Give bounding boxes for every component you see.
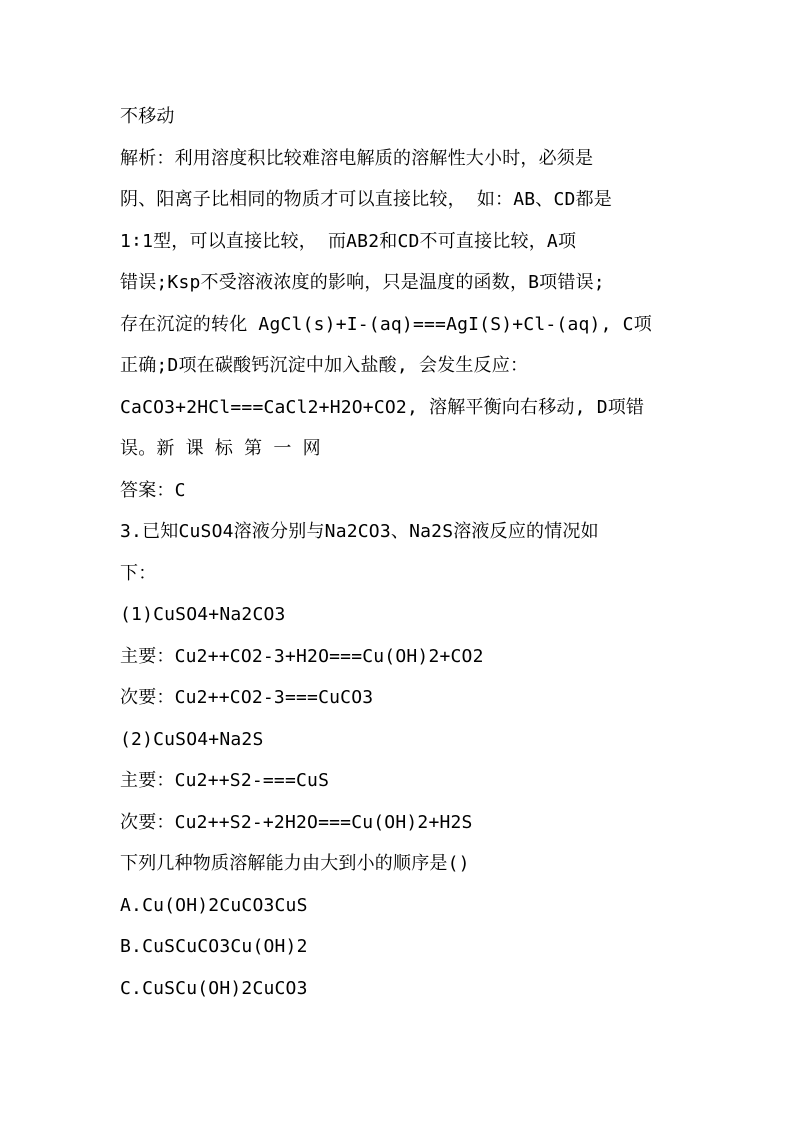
reaction-1-main: 主要：Cu2++CO2-3+H2O===Cu(OH)2+CO2 xyxy=(120,645,484,667)
reaction-2-secondary: 次要：Cu2++S2-+2H2O===Cu(OH)2+H2S xyxy=(120,811,473,833)
text-line-2: 解析：利用溶度积比较难溶电解质的溶解性大小时，必须是 xyxy=(120,147,594,169)
option-b: B.CuSCuCO3Cu(OH)2 xyxy=(120,936,308,957)
reaction-1-header: (1)CuSO4+Na2CO3 xyxy=(120,604,286,625)
text-line-4: 1∶1型，可以直接比较， 而AB2和CD不可直接比较，A项 xyxy=(120,230,577,252)
option-a: A.Cu(OH)2CuCO3CuS xyxy=(120,894,308,916)
text-line-3: 阴、阳离子比相同的物质才可以直接比较， 如：AB、CD都是 xyxy=(120,189,612,210)
reaction-2-main: 主要：Cu2++S2-===CuS xyxy=(120,770,330,791)
reaction-2-header: (2)CuSO4+Na2S xyxy=(120,728,264,750)
question-3-line-1: 3.已知CuSO4溶液分别与Na2CO3、Na2S溶液反应的情况如 xyxy=(120,521,599,542)
text-line-5: 错误;Ksp不受溶液浓度的影响，只是温度的函数，B项错误; xyxy=(120,272,605,293)
answer-line: 答案：C xyxy=(120,479,186,501)
text-line-9: 误。新 课 标 第 一 网 xyxy=(120,438,321,459)
reaction-1-secondary: 次要：Cu2++CO2-3===CuCO3 xyxy=(120,687,374,708)
question-prompt: 下列几种物质溶解能力由大到小的顺序是() xyxy=(120,853,470,874)
text-line-6: 存在沉淀的转化 AgCl(s)+I-(aq)===AgI(S)+Cl-(aq), C项 xyxy=(120,313,652,335)
text-line-7: 正确;D项在碳酸钙沉淀中加入盐酸, 会发生反应： xyxy=(120,355,529,376)
question-3-line-2: 下： xyxy=(120,562,157,584)
text-line-1: 不移动 xyxy=(120,106,175,127)
text-line-8: CaCO3+2HCl===CaCl2+H2O+CO2, 溶解平衡向右移动, D项错 xyxy=(120,396,645,418)
document-body xyxy=(120,96,680,1009)
option-c: C.CuSCu(OH)2CuCO3 xyxy=(120,977,308,999)
